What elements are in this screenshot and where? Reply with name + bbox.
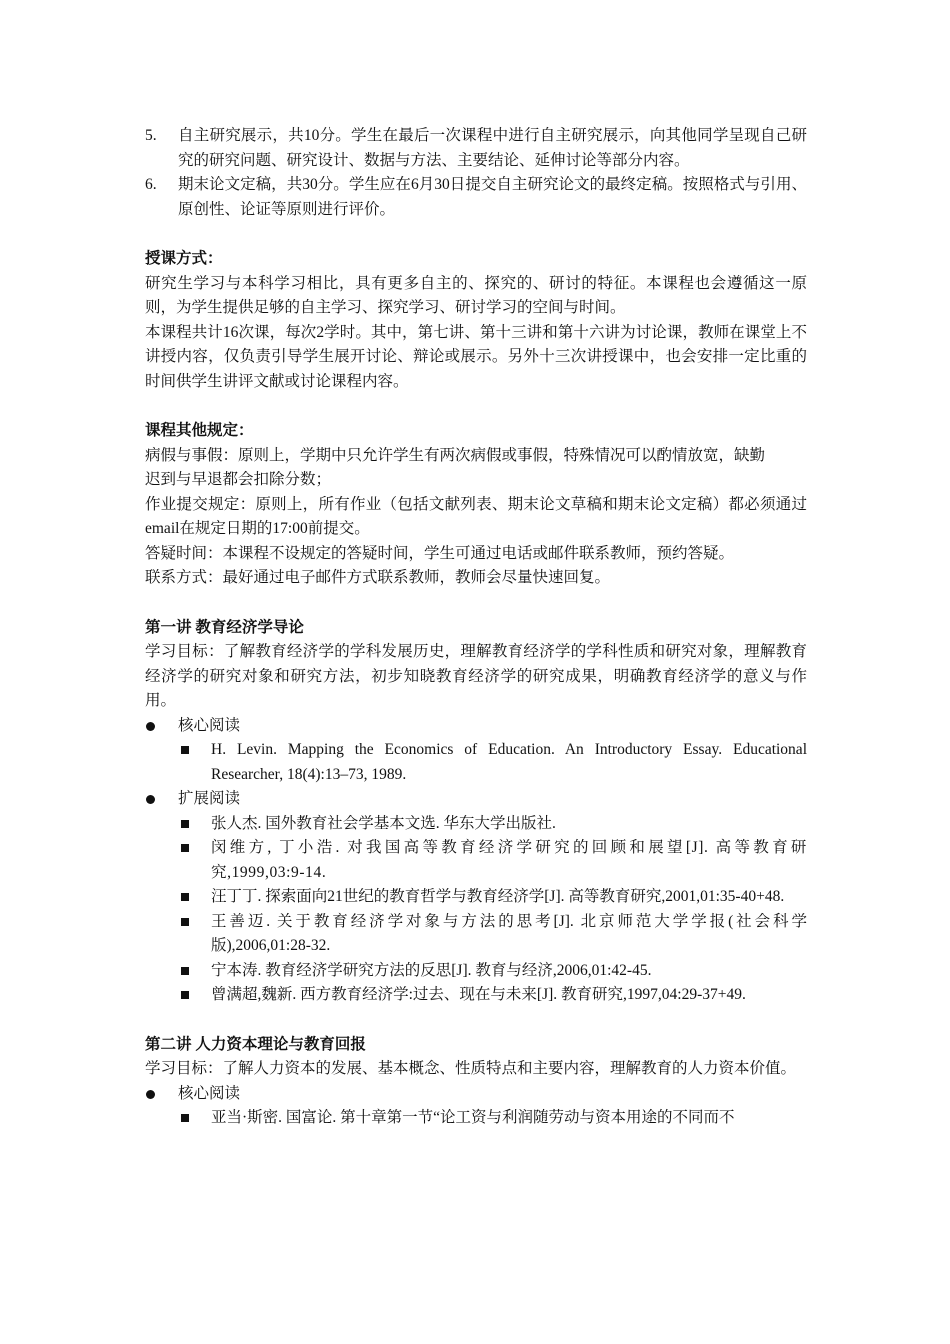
core-reading-label: 核心阅读 [145,1082,807,1107]
teaching-paragraph: 本课程共计16次课，每次2学时。其中，第七讲、第十三讲和第十六讲为讨论课，教师在课堂上不讲授内容，仅负责引导学生展开讨论、辩论或展示。另外十三次讲授课中，也会安排一定比重的时间供学生讲评文献或讨论课程内容。 [145,323,807,390]
lecture1-heading: 第一讲 教育经济学导论 [145,618,304,636]
lecture1-objective: 学习目标：了解教育经济学的学科发展历史，理解教育经济学的学科性质和研究对象，理解教育经济学的研究对象和研究方法，初步知晓教育经济学的研究成果，明确教育经济学的意义与作用。 [145,643,807,709]
reading-item: 亚当·斯密. 国富论. 第十章第一节“论工资与利润随劳动与资本用途的不同而不 [145,1106,807,1131]
item-text: 期末论文定稿，共30分。学生应在6月30日提交自主研究论文的最终定稿。按照格式与引用、原创性、论证等原则进行评价。 [178,176,807,218]
core-reading-label: 核心阅读 [145,714,807,739]
reading-item: 闵维方, 丁小浩. 对我国高等教育经济学研究的回顾和展望[J]. 高等教育研究,1999,03:9-14. [145,836,807,885]
reading-item: 王善迈. 关于教育经济学对象与方法的思考[J]. 北京师范大学学报(社会科学版),2006,01:28-32. [145,910,807,959]
assessment-item [145,124,807,173]
teaching-heading: 授课方式： [145,250,223,267]
bullet-dot-icon [146,795,155,804]
reading-item: 汪丁丁. 探索面向21世纪的教育哲学与教育经济学[J]. 高等教育研究,2001,01:35-40+48. [145,885,807,910]
reading-item: H. Levin. Mapping the Economics of Education. An Introductory Essay. Educational Researcher, 18(4):13–73, 1989. [145,738,807,787]
bullet-dot-icon [146,1090,155,1099]
bullet-square-icon [181,746,189,754]
rules-paragraph: 作业提交规定：原则上，所有作业（包括文献列表、期末论文草稿和期末论文定稿）都必须通过email在规定日期的17:00前提交。 [145,495,807,537]
bullet-square-icon [181,820,189,828]
assessment-item [145,173,807,222]
item-number: 5. [145,127,157,144]
bullet-square-icon [181,844,189,852]
bullet-square-icon [181,1114,189,1122]
rules-paragraph: 病假与事假：原则上，学期中只允许学生有两次病假或事假，特殊情况可以酌情放宽，缺勤 [145,446,766,464]
item-text: 自主研究展示，共10分。学生在最后一次课程中进行自主研究展示，向其他同学呈现自己研究的研究问题、研究设计、数据与方法、主要结论、延伸讨论等部分内容。 [178,127,807,169]
extended-reading-label: 扩展阅读 [145,787,807,812]
reading-item: 张人杰. 国外教育社会学基本文选. 华东大学出版社. [145,812,807,837]
lecture2-objective: 学习目标：了解人力资本的发展、基本概念、性质特点和主要内容，理解教育的人力资本价值。 [145,1060,797,1077]
document-page [145,124,807,1131]
lecture2-heading: 第二讲 人力资本理论与教育回报 [145,1035,366,1053]
bullet-dot-icon [146,722,155,731]
bullet-square-icon [181,918,189,926]
bullet-square-icon [181,991,189,999]
rules-heading: 课程其他规定： [145,422,254,439]
rules-paragraph: 联系方式：最好通过电子邮件方式联系教师，教师会尽量快速回复。 [145,569,611,586]
reading-item: 曾满超,魏新. 西方教育经济学:过去、现在与未来[J]. 教育研究,1997,04:29-37+49. [145,983,807,1008]
reading-item: 宁本涛. 教育经济学研究方法的反思[J]. 教育与经济,2006,01:42-45. [145,959,807,984]
rules-paragraph: 答疑时间：本课程不设规定的答疑时间，学生可通过电话或邮件联系教师，预约答疑。 [145,544,735,562]
bullet-square-icon [181,967,189,975]
bullet-square-icon [181,893,189,901]
item-number: 6. [145,176,157,193]
teaching-paragraph: 研究生学习与本科学习相比，具有更多自主的、探究的、研讨的特征。本课程也会遵循这一原则，为学生提供足够的自主学习、探究学习、研讨学习的空间与时间。 [145,274,807,316]
rules-paragraph: 迟到与早退都会扣除分数； [145,471,332,488]
